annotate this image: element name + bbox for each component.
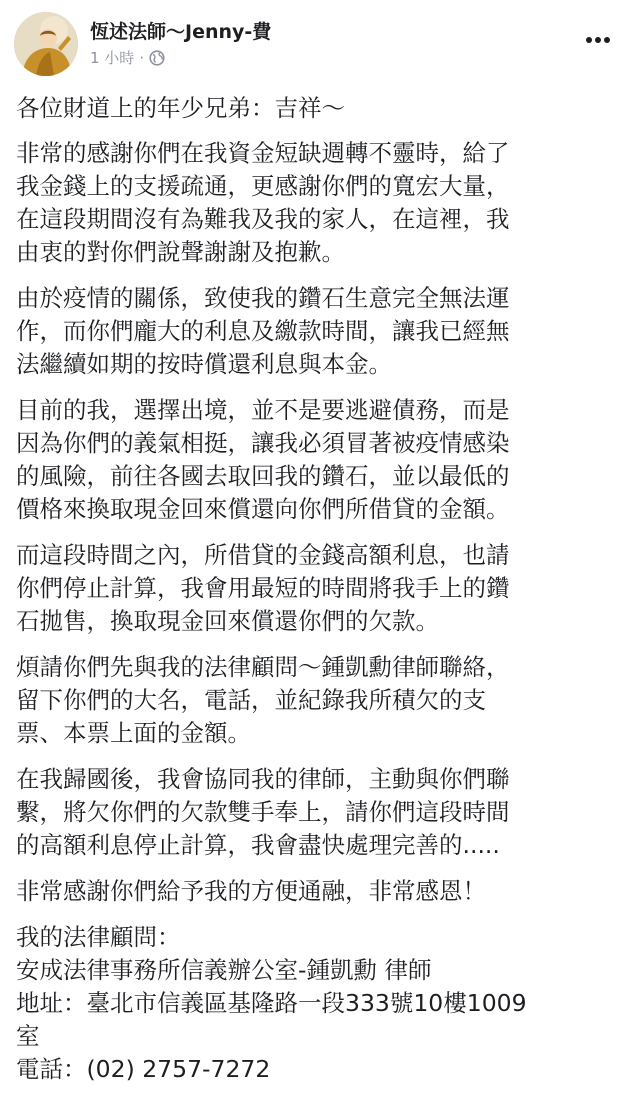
post-paragraph: 在我歸國後，我會協同我的律師，主動與你們聯 繫，將欠你們的欠款雙手奉上，請你們這段時間 的高額利息停止計算，我會盡快處理完善的..... [16, 765, 510, 859]
contact-firm: 安成法律事務所信義辦公室-鍾凱勳 律師 [16, 956, 432, 984]
post-paragraph: 非常感謝你們給予我的方便通融，非常感恩！ [16, 877, 486, 905]
post-paragraph: 由於疫情的關係，致使我的鑽石生意完全無法運 作，而你們龐大的利息及繳款時間，讓我已經無 法繼續如期的按時償還利息與本金。 [16, 284, 510, 378]
contact-heading: 我的法律顧問： [16, 923, 181, 951]
avatar-image [14, 12, 78, 76]
author-avatar[interactable] [14, 12, 78, 76]
more-options-button[interactable] [578, 26, 618, 54]
post-paragraph: 目前的我，選擇出境，並不是要逃避債務，而是 因為你們的義氣相挺，讓我必須冒著被疫情感染 的風險，前往各國去取回我的鑽石，並以最低的 價格來換取現金回來償還向你們所借貸的金額。 [16, 396, 510, 523]
author-name[interactable]: 恆述法師〜Jenny-費 [90, 21, 272, 43]
post-paragraph: 煩請你們先與我的法律顧問〜鍾凱勳律師聯絡， 留下你們的大名，電話，並紀錄我所積欠的支 票、本票上面的金額。 [16, 653, 510, 747]
post-meta [90, 47, 165, 68]
legal-contact-block [16, 921, 616, 1086]
post-timestamp[interactable]: 1 小時 [90, 49, 135, 67]
post-header [0, 0, 630, 88]
post-paragraph-greeting: 各位財道上的年少兄弟：吉祥〜 [16, 94, 345, 122]
post-paragraph: 非常的感謝你們在我資金短缺週轉不靈時，給了 我金錢上的支援疏通，更感謝你們的寬宏大量， 在這段期間沒有為難我及我的家人，在這裡，我 由衷的對你們說聲謝謝及抱歉。 [16, 139, 510, 266]
contact-phone: 電話：(02) 2757-7272 [16, 1055, 271, 1083]
meta-separator: · [139, 48, 145, 67]
contact-address: 地址：臺北市信義區基隆路一段333號10樓1009 室 [16, 989, 527, 1050]
more-options-icon [585, 36, 611, 44]
post-paragraph: 而這段時間之內，所借貸的金錢高額利息，也請 你們停止計算，我會用最短的時間將我手上的鑽 石拋售，換取現金回來償還你們的欠款。 [16, 541, 510, 635]
globe-icon[interactable] [149, 50, 165, 66]
post-body [16, 92, 616, 1086]
